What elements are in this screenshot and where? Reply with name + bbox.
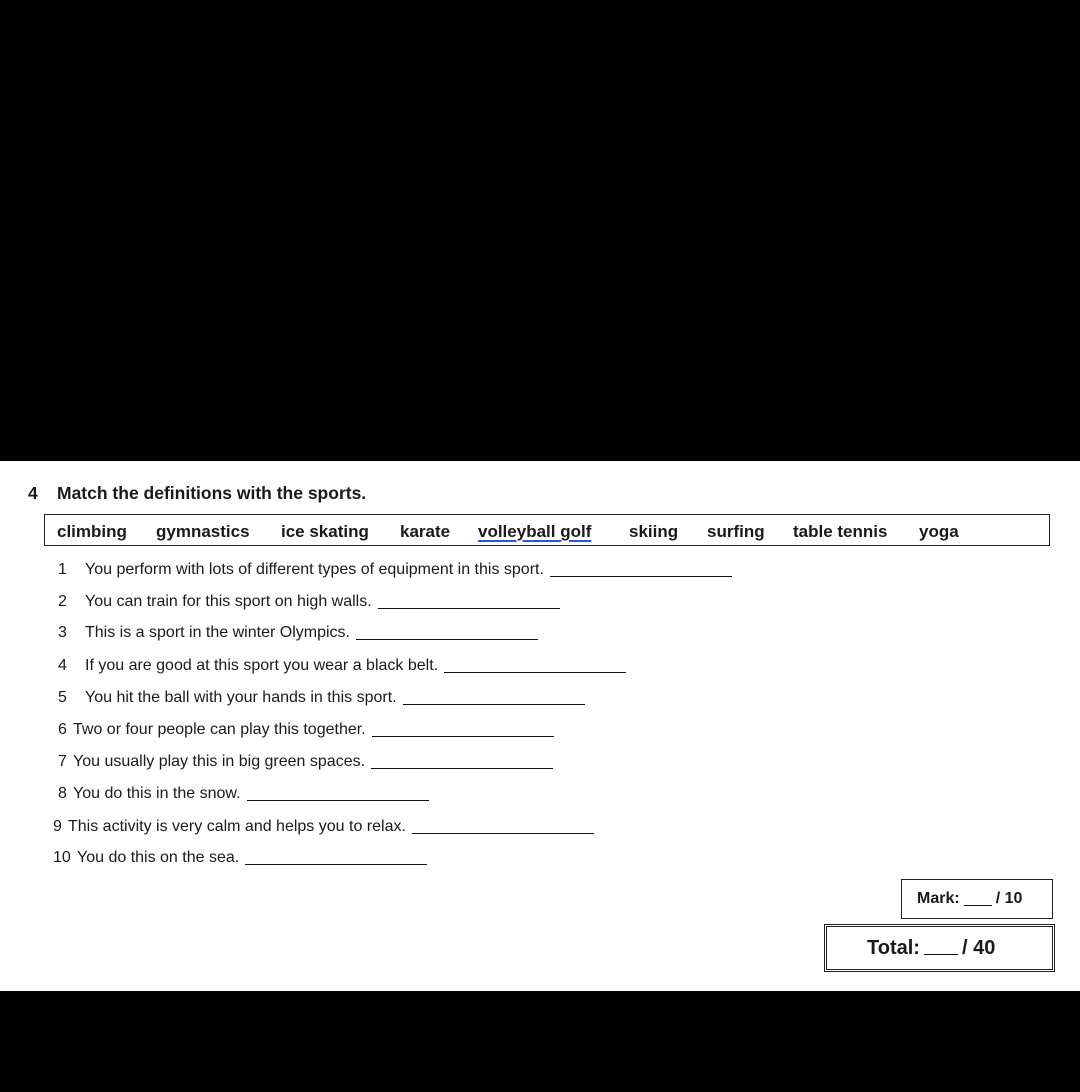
question-item xyxy=(53,818,594,836)
question-text: You hit the ball with your hands in this sport. xyxy=(85,689,397,706)
question-text: If you are good at this sport you wear a black belt. xyxy=(85,657,439,674)
word-bank xyxy=(44,514,1050,546)
mark-out-of: / 10 xyxy=(995,890,1023,907)
word-bank-item: karate xyxy=(400,522,451,541)
question-item xyxy=(58,721,554,739)
answer-blank[interactable] xyxy=(378,607,560,609)
word-bank-item: climbing xyxy=(57,522,127,541)
question-number: 8 xyxy=(58,785,67,802)
question-item xyxy=(58,561,732,579)
total-out-of: / 40 xyxy=(961,936,996,959)
question-number: 10 xyxy=(53,849,71,866)
question-number: 1 xyxy=(58,561,67,578)
question-number: 4 xyxy=(58,657,67,674)
question-text: Two or four people can play this together. xyxy=(73,721,366,738)
answer-blank[interactable] xyxy=(444,671,626,673)
question-number: 7 xyxy=(58,753,67,770)
question-item xyxy=(58,753,553,771)
question-item xyxy=(58,624,538,642)
question-number: 9 xyxy=(53,818,62,835)
question-text: You do this on the sea. xyxy=(77,849,240,866)
question-item xyxy=(58,657,626,675)
total-blank[interactable] xyxy=(924,953,958,955)
mark-box xyxy=(901,879,1053,919)
question-item xyxy=(58,689,585,707)
question-text: You do this in the snow. xyxy=(73,785,241,802)
question-text: This is a sport in the winter Olympics. xyxy=(85,624,350,641)
question-text: This activity is very calm and helps you to relax. xyxy=(68,818,406,835)
word-bank-item: yoga xyxy=(919,522,959,541)
mark-blank[interactable] xyxy=(964,904,992,906)
question-number: 2 xyxy=(58,593,67,610)
answer-blank[interactable] xyxy=(372,735,554,737)
worksheet-page xyxy=(0,461,1080,991)
question-number: 3 xyxy=(58,624,67,641)
word-bank-item: surfing xyxy=(707,522,765,541)
word-bank-item: ice skating xyxy=(281,522,369,541)
word-bank-item: gymnastics xyxy=(156,522,250,541)
answer-blank[interactable] xyxy=(247,799,429,801)
question-item xyxy=(58,593,560,611)
answer-blank[interactable] xyxy=(356,638,538,640)
answer-blank[interactable] xyxy=(412,832,594,834)
question-number: 5 xyxy=(58,689,67,706)
answer-blank[interactable] xyxy=(403,703,585,705)
question-item xyxy=(53,849,427,867)
word-bank-item: skiing xyxy=(629,522,679,541)
exercise-number: 4 xyxy=(28,483,38,503)
exercise-heading xyxy=(28,483,366,504)
answer-blank[interactable] xyxy=(550,575,732,577)
total-box xyxy=(824,924,1055,972)
question-item xyxy=(58,785,429,803)
exercise-instruction: Match the definitions with the sports. xyxy=(57,483,367,503)
answer-blank[interactable] xyxy=(371,767,553,769)
question-number: 6 xyxy=(58,721,67,738)
total-label: Total: xyxy=(867,936,920,959)
word-bank-item-spellcheck: volleyball golf xyxy=(478,522,592,541)
word-bank-item: table tennis xyxy=(793,522,888,541)
question-text: You perform with lots of different types of equipment in this sport. xyxy=(85,561,544,578)
question-text: You usually play this in big green spaces. xyxy=(73,753,366,770)
mark-label: Mark: xyxy=(917,890,960,907)
question-text: You can train for this sport on high walls. xyxy=(85,593,372,610)
answer-blank[interactable] xyxy=(245,863,427,865)
